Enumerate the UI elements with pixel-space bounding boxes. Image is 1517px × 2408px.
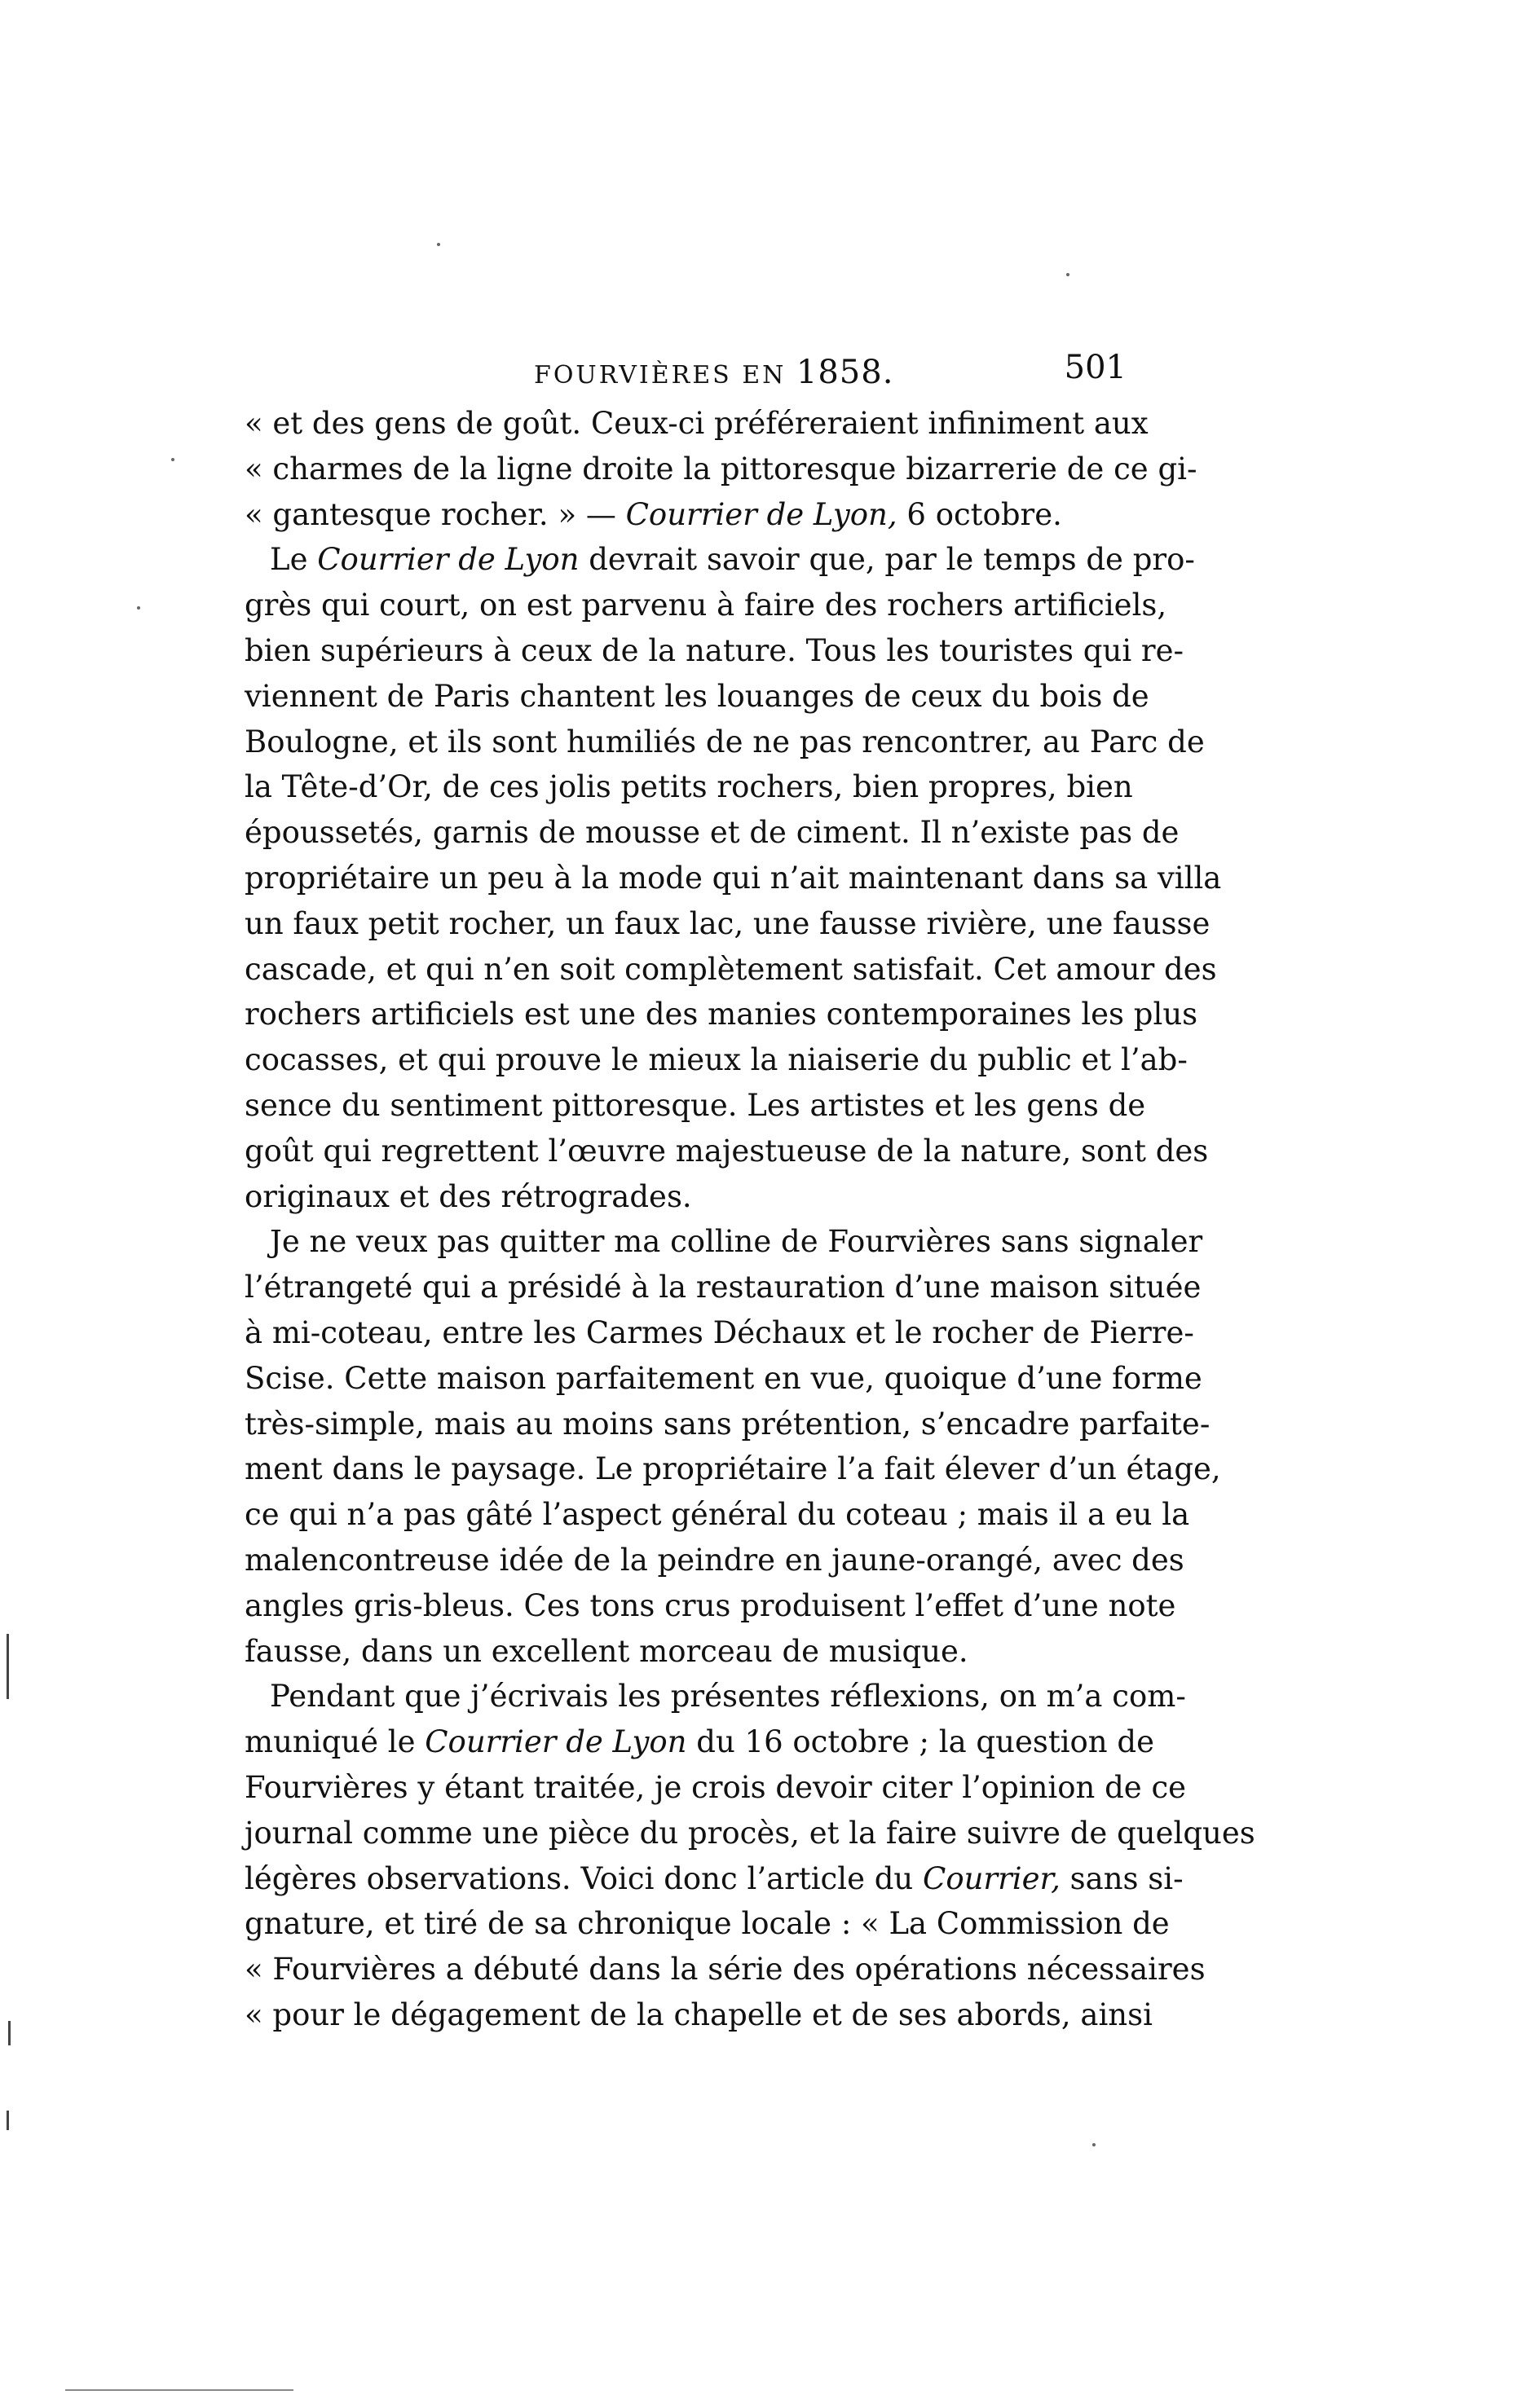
text-line xyxy=(245,492,1127,538)
text-line xyxy=(245,1719,1154,1765)
text-run: Le xyxy=(270,542,318,578)
text-line: gnature, et tiré de sa chronique locale : « La Commission de xyxy=(245,1906,1170,1942)
text-line: fausse, dans un excellent morceau de musique. xyxy=(245,1633,968,1669)
text-line: originaux et des rétrogrades. xyxy=(245,1178,692,1214)
running-title-year: 1858. xyxy=(796,354,894,391)
text-line: « et des gens de goût. Ceux-ci préféreraient infiniment aux xyxy=(245,406,1149,441)
scan-speck xyxy=(1066,273,1069,276)
text-line: Scise. Cette maison parfaitement en vue, quoique d’une forme xyxy=(245,1360,1202,1396)
text-line xyxy=(245,1856,1184,1902)
scan-edge-mark xyxy=(7,2111,9,2130)
scan-speck xyxy=(1092,2143,1096,2146)
page-number: 501 xyxy=(1064,349,1127,386)
text-line: grès qui court, on est parvenu à faire des rochers artificiels, xyxy=(245,588,1167,623)
italic-run: Courrier, xyxy=(923,1860,1061,1896)
text-line: goût qui regrettent l’œuvre majestueuse de la nature, sont des xyxy=(245,1133,1209,1169)
text-line: « pour le dégagement de la chapelle et de ses abords, ainsi xyxy=(245,1996,1153,2032)
text-line: sence du sentiment pittoresque. Les artistes et les gens de xyxy=(245,1087,1146,1123)
text-line: Boulogne, et ils sont humiliés de ne pas rencontrer, au Parc de xyxy=(245,724,1205,759)
text-line: cascade, et qui n’en soit complètement satisfait. Cet amour des xyxy=(245,951,1217,987)
text-run: légères observations. Voici donc l’article du xyxy=(245,1860,924,1896)
text-line: malencontreuse idée de la peindre en jaune-orangé, avec des xyxy=(245,1542,1184,1578)
text-run: sans si- xyxy=(1060,1860,1184,1896)
text-line: Pendant que j’écrivais les présentes réflexions, on m’a com- xyxy=(270,1679,1186,1715)
text-line: « charmes de la ligne droite la pittoresque bizarrerie de ce gi- xyxy=(245,451,1197,486)
text-run: 6 octobre. xyxy=(897,496,1062,532)
text-line: Fourvières y étant traitée, je crois devoir citer l’opinion de ce xyxy=(245,1769,1187,1805)
text-line: « Fourvières a débuté dans la série des opérations nécessaires xyxy=(245,1952,1206,1988)
italic-run: Courrier de Lyon xyxy=(317,542,580,578)
page-header xyxy=(245,349,1127,398)
text-line: journal comme une pièce du procès, et la faire suivre de quelques xyxy=(245,1815,1255,1851)
text-line: ment dans le paysage. Le propriétaire l’a fait élever d’un étage, xyxy=(245,1451,1221,1487)
text-line: bien supérieurs à ceux de la nature. Tous les touristes qui re- xyxy=(245,632,1184,668)
running-title xyxy=(534,354,893,391)
scan-speck xyxy=(437,243,440,246)
text-line xyxy=(245,537,1195,583)
text-line: angles gris-bleus. Ces tons crus produisent l’effet d’une note xyxy=(245,1587,1176,1623)
text-line: la Tête-d’Or, de ces jolis petits rochers, bien propres, bien xyxy=(245,769,1133,805)
text-line: propriétaire un peu à la mode qui n’ait maintenant dans sa villa xyxy=(245,860,1222,896)
scan-edge-mark xyxy=(7,1634,9,1699)
scan-speck xyxy=(171,458,174,461)
italic-run: Courrier de Lyon, xyxy=(625,496,897,532)
text-line: ce qui n’a pas gâté l’aspect général du coteau ; mais il a eu la xyxy=(245,1497,1190,1533)
body-text xyxy=(245,401,1255,2038)
text-line: époussetés, garnis de mousse et de ciment. Il n’existe pas de xyxy=(245,815,1180,851)
text-line: l’étrangeté qui a présidé à la restauration d’une maison située xyxy=(245,1270,1202,1305)
text-run: devrait savoir que, par le temps de pro- xyxy=(579,542,1195,578)
text-run: du 16 octobre ; la question de xyxy=(686,1724,1154,1760)
text-line: cocasses, et qui prouve le mieux la niaiserie du public et l’ab- xyxy=(245,1042,1188,1078)
running-title-word: FOURVIÈRES EN xyxy=(534,361,787,390)
text-run: « gantesque rocher. » — xyxy=(245,496,626,532)
scan-edge-mark xyxy=(8,2021,11,2045)
scan-speck xyxy=(137,606,140,610)
text-run: muniqué le xyxy=(245,1724,426,1760)
text-line: viennent de Paris chantent les louanges de ceux du bois de xyxy=(245,678,1149,714)
text-line: rochers artificiels est une des manies contemporaines les plus xyxy=(245,997,1198,1032)
text-line: à mi-coteau, entre les Carmes Déchaux et le rocher de Pierre- xyxy=(245,1314,1194,1350)
text-line: très-simple, mais au moins sans prétention, s’encadre parfaite- xyxy=(245,1406,1211,1442)
text-line: un faux petit rocher, un faux lac, une fausse rivière, une fausse xyxy=(245,905,1211,941)
scan-edge-line xyxy=(65,2389,293,2391)
text-line: Je ne veux pas quitter ma colline de Fourvières sans signaler xyxy=(270,1224,1203,1260)
italic-run: Courrier de Lyon xyxy=(425,1724,687,1760)
